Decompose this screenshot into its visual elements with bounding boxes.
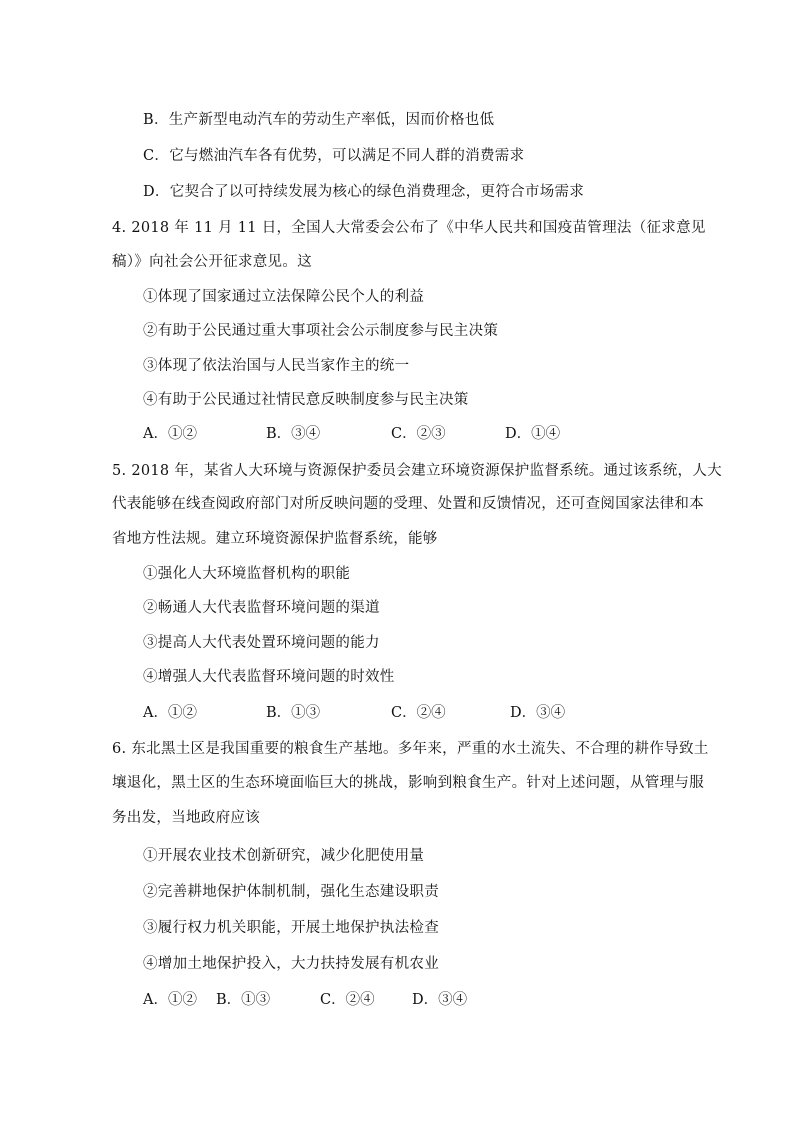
q6-item-4: ④增加土地保护投入，大力扶持发展有机农业 <box>143 956 439 972</box>
q6-stem-line1: 6. 东北黑土区是我国重要的粮食生产基地。多年来，严重的水土流失、不合理的耕作导致土 <box>112 741 709 757</box>
q4-choice-d: D．①④ <box>505 426 561 442</box>
q3-option-b: B．生产新型电动汽车的劳动生产率低，因而价格也低 <box>143 112 495 128</box>
q6-item-3: ③履行权力机关职能，开展土地保护执法检查 <box>143 920 439 936</box>
q5-stem-line2: 代表能够在线查阅政府部门对所反映问题的受理、处置和反馈情况，还可查阅国家法律和本 <box>112 496 704 512</box>
q5-item-4: ④增强人大代表监督环境问题的时效性 <box>143 669 395 685</box>
q5-choice-c: C．②④ <box>391 705 446 721</box>
q5-item-2: ②畅通人大代表监督环境问题的渠道 <box>143 600 380 616</box>
q6-stem-line3: 务出发，当地政府应该 <box>112 810 260 826</box>
q5-item-1: ①强化人大环境监督机构的职能 <box>143 566 351 582</box>
q6-choice-a: A．①② <box>143 992 197 1008</box>
q6-choice-d: D．③④ <box>412 992 468 1008</box>
q6-choice-b: B．①③ <box>216 992 271 1008</box>
q4-choice-c: C．②③ <box>391 426 446 442</box>
q5-stem-line1: 5. 2018 年，某省人大环境与资源保护委员会建立环境资源保护监督系统。通过该系统，人大 <box>112 463 722 479</box>
q5-item-3: ③提高人大代表处置环境问题的能力 <box>143 635 380 651</box>
q5-choice-d: D．③④ <box>510 705 566 721</box>
q4-item-1: ①体现了国家通过立法保障公民个人的利益 <box>143 289 425 305</box>
q5-stem-line3: 省地方性法规。建立环境资源保护监督系统，能够 <box>112 531 438 547</box>
q6-item-2: ②完善耕地保护体制机制，强化生态建设职责 <box>143 884 439 900</box>
q4-item-3: ③体现了依法治国与人民当家作主的统一 <box>143 358 410 374</box>
q4-stem-line2: 稿）》向社会公开征求意见。这 <box>112 254 312 270</box>
q5-choice-a: A．①② <box>143 705 197 721</box>
q6-choice-c: C．②④ <box>320 992 375 1008</box>
q5-choice-b: B．①③ <box>266 705 321 721</box>
q3-option-c: C．它与燃油汽车各有优势，可以满足不同人群的消费需求 <box>143 148 525 164</box>
q3-option-d: D．它契合了以可持续发展为核心的绿色消费理念，更符合市场需求 <box>143 184 585 200</box>
q4-item-2: ②有助于公民通过重大事项社会公示制度参与民主决策 <box>143 323 499 339</box>
q6-stem-line2: 壤退化，黑土区的生态环境面临巨大的挑战，影响到粮食生产。针对上述问题，从管理与服 <box>112 775 704 791</box>
q4-choice-a: A．①② <box>143 426 197 442</box>
q4-item-4: ④有助于公民通过社情民意反映制度参与民主决策 <box>143 392 469 408</box>
q6-item-1: ①开展农业技术创新研究，减少化肥使用量 <box>143 848 425 864</box>
q4-stem-line1: 4. 2018 年 11 月 11 日，全国人大常委会公布了《中华人民共和国疫苗管理法（征求意见 <box>112 220 706 236</box>
q4-choice-b: B．③④ <box>266 426 321 442</box>
